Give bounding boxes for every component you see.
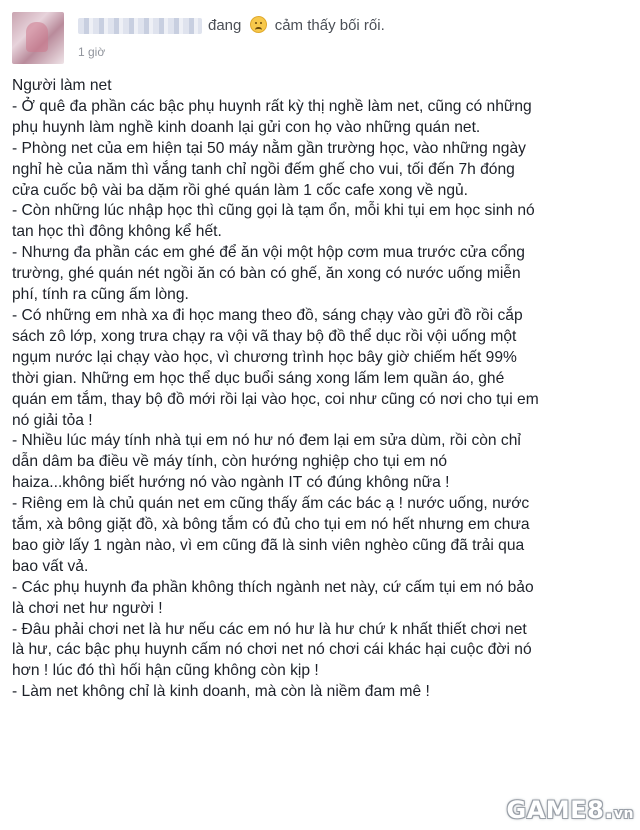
confused-face-icon bbox=[250, 16, 267, 33]
post-line: haiza...không biết hướng nó vào ngành IT có đúng không nữa ! bbox=[12, 474, 450, 492]
post-line: phí, tính ra cũng ấm lòng. bbox=[12, 286, 189, 304]
post-line: tắm, xà bông giặt đồ, xà bông tắm có đủ cho tụi em nó hết nhưng em chưa bbox=[12, 516, 530, 534]
post-line: phụ huynh làm nghề kinh doanh lại gửi con họ vào những quán net. bbox=[12, 118, 481, 136]
post-line: dẫn dâm ba điều về máy tính, còn hướng nghiệp cho tụi em nó bbox=[12, 453, 448, 471]
avatar[interactable] bbox=[12, 12, 64, 64]
post-line: trường, ghé quán nét ngồi ăn có bàn có ghế, ăn xong có nước uống miễn bbox=[12, 265, 521, 283]
post-header bbox=[12, 12, 628, 62]
post-line: bao giờ lấy 1 ngàn nào, vì em cũng đã là sinh viên nghèo cũng đã trải qua bbox=[12, 536, 525, 554]
post-line: cửa cuốc bộ vài ba dặm rồi ghé quán làm 1 cốc cafe xong về ngủ. bbox=[12, 181, 469, 199]
post-line: nghỉ hè của năm thì vắng tanh chỉ ngồi đếm ghế cho vui, tối đến 7h đóng bbox=[12, 160, 515, 178]
status-text: đang bbox=[208, 17, 242, 34]
post-line: tan học thì đông không kể hết. bbox=[12, 223, 222, 241]
post-line: - Ở quê đa phần các bậc phụ huynh rất kỳ thị nghề làm net, cũng có những bbox=[12, 97, 532, 115]
watermark-brand: GAME8 bbox=[506, 796, 605, 824]
post-line: thời gian. Những em học thể dục buổi sáng xong lấm lem quần áo, ghé bbox=[12, 369, 505, 387]
post-line: - Đâu phải chơi net là hư nếu các em nó hư là hư chứ k nhất thiết chơi net bbox=[12, 620, 527, 638]
feeling-text: cảm thấy bối rối. bbox=[274, 17, 385, 34]
status-line bbox=[208, 16, 385, 34]
post-line: - Nhiều lúc máy tính nhà tụi em nó hư nó đem lại em sửa dùm, rồi còn chỉ bbox=[12, 432, 521, 450]
post-line: - Làm net không chỉ là kinh doanh, mà còn là niềm đam mê ! bbox=[12, 683, 430, 701]
post-line: - Phòng net của em hiện tại 50 máy nằm gần trường học, vào những ngày bbox=[12, 139, 526, 157]
post-line: sách zô lớp, xong trưa chạy ra vội vã thay bộ đồ thể dục rồi vội uống một bbox=[12, 327, 517, 345]
watermark-dot: . bbox=[604, 796, 614, 824]
post-line: ngụm nước lại chạy vào học, vì chương trình học bây giờ chiếm hết 99% bbox=[12, 348, 517, 366]
post-line: nó giải tỏa ! bbox=[12, 411, 93, 429]
post-line: - Riêng em là chủ quán net em cũng thấy ấm các bác ạ ! nước uống, nước bbox=[12, 495, 530, 513]
post-body bbox=[12, 76, 630, 703]
post-line: - Các phụ huynh đa phần không thích ngành net này, cứ cấm tụi em nó bảo bbox=[12, 578, 534, 596]
post-line: hơn ! lúc đó thì hối hận cũng không còn kịp ! bbox=[12, 662, 319, 680]
post-timestamp[interactable]: 1 giờ bbox=[78, 45, 106, 59]
post-line: bao vất vả. bbox=[12, 557, 89, 575]
post-line: quán em tắm, thay bộ đồ mới rồi lại vào học, coi như cũng có nơi cho tụi em bbox=[12, 390, 539, 408]
author-name-blurred[interactable] bbox=[78, 18, 202, 34]
post-line: - Có những em nhà xa đi học mang theo đồ, sáng chạy vào gửi đồ rồi cắp bbox=[12, 306, 523, 324]
post-line: là hư, các bậc phụ huynh cấm nó chơi net nó chơi cái khác hại cuộc đời nó bbox=[12, 641, 532, 659]
watermark-tld: vn bbox=[613, 806, 634, 822]
post-line: - Nhưng đa phần các em ghé để ăn vội một hộp cơm mua trước cửa cổng bbox=[12, 244, 525, 262]
post-line: - Còn những lúc nhập học thì cũng gọi là tạm ổn, mỗi khi tụi em học sinh nó bbox=[12, 202, 535, 220]
post-line: là chơi net hư người ! bbox=[12, 599, 163, 617]
post-line: Người làm net bbox=[12, 77, 112, 94]
watermark-logo bbox=[507, 796, 634, 826]
